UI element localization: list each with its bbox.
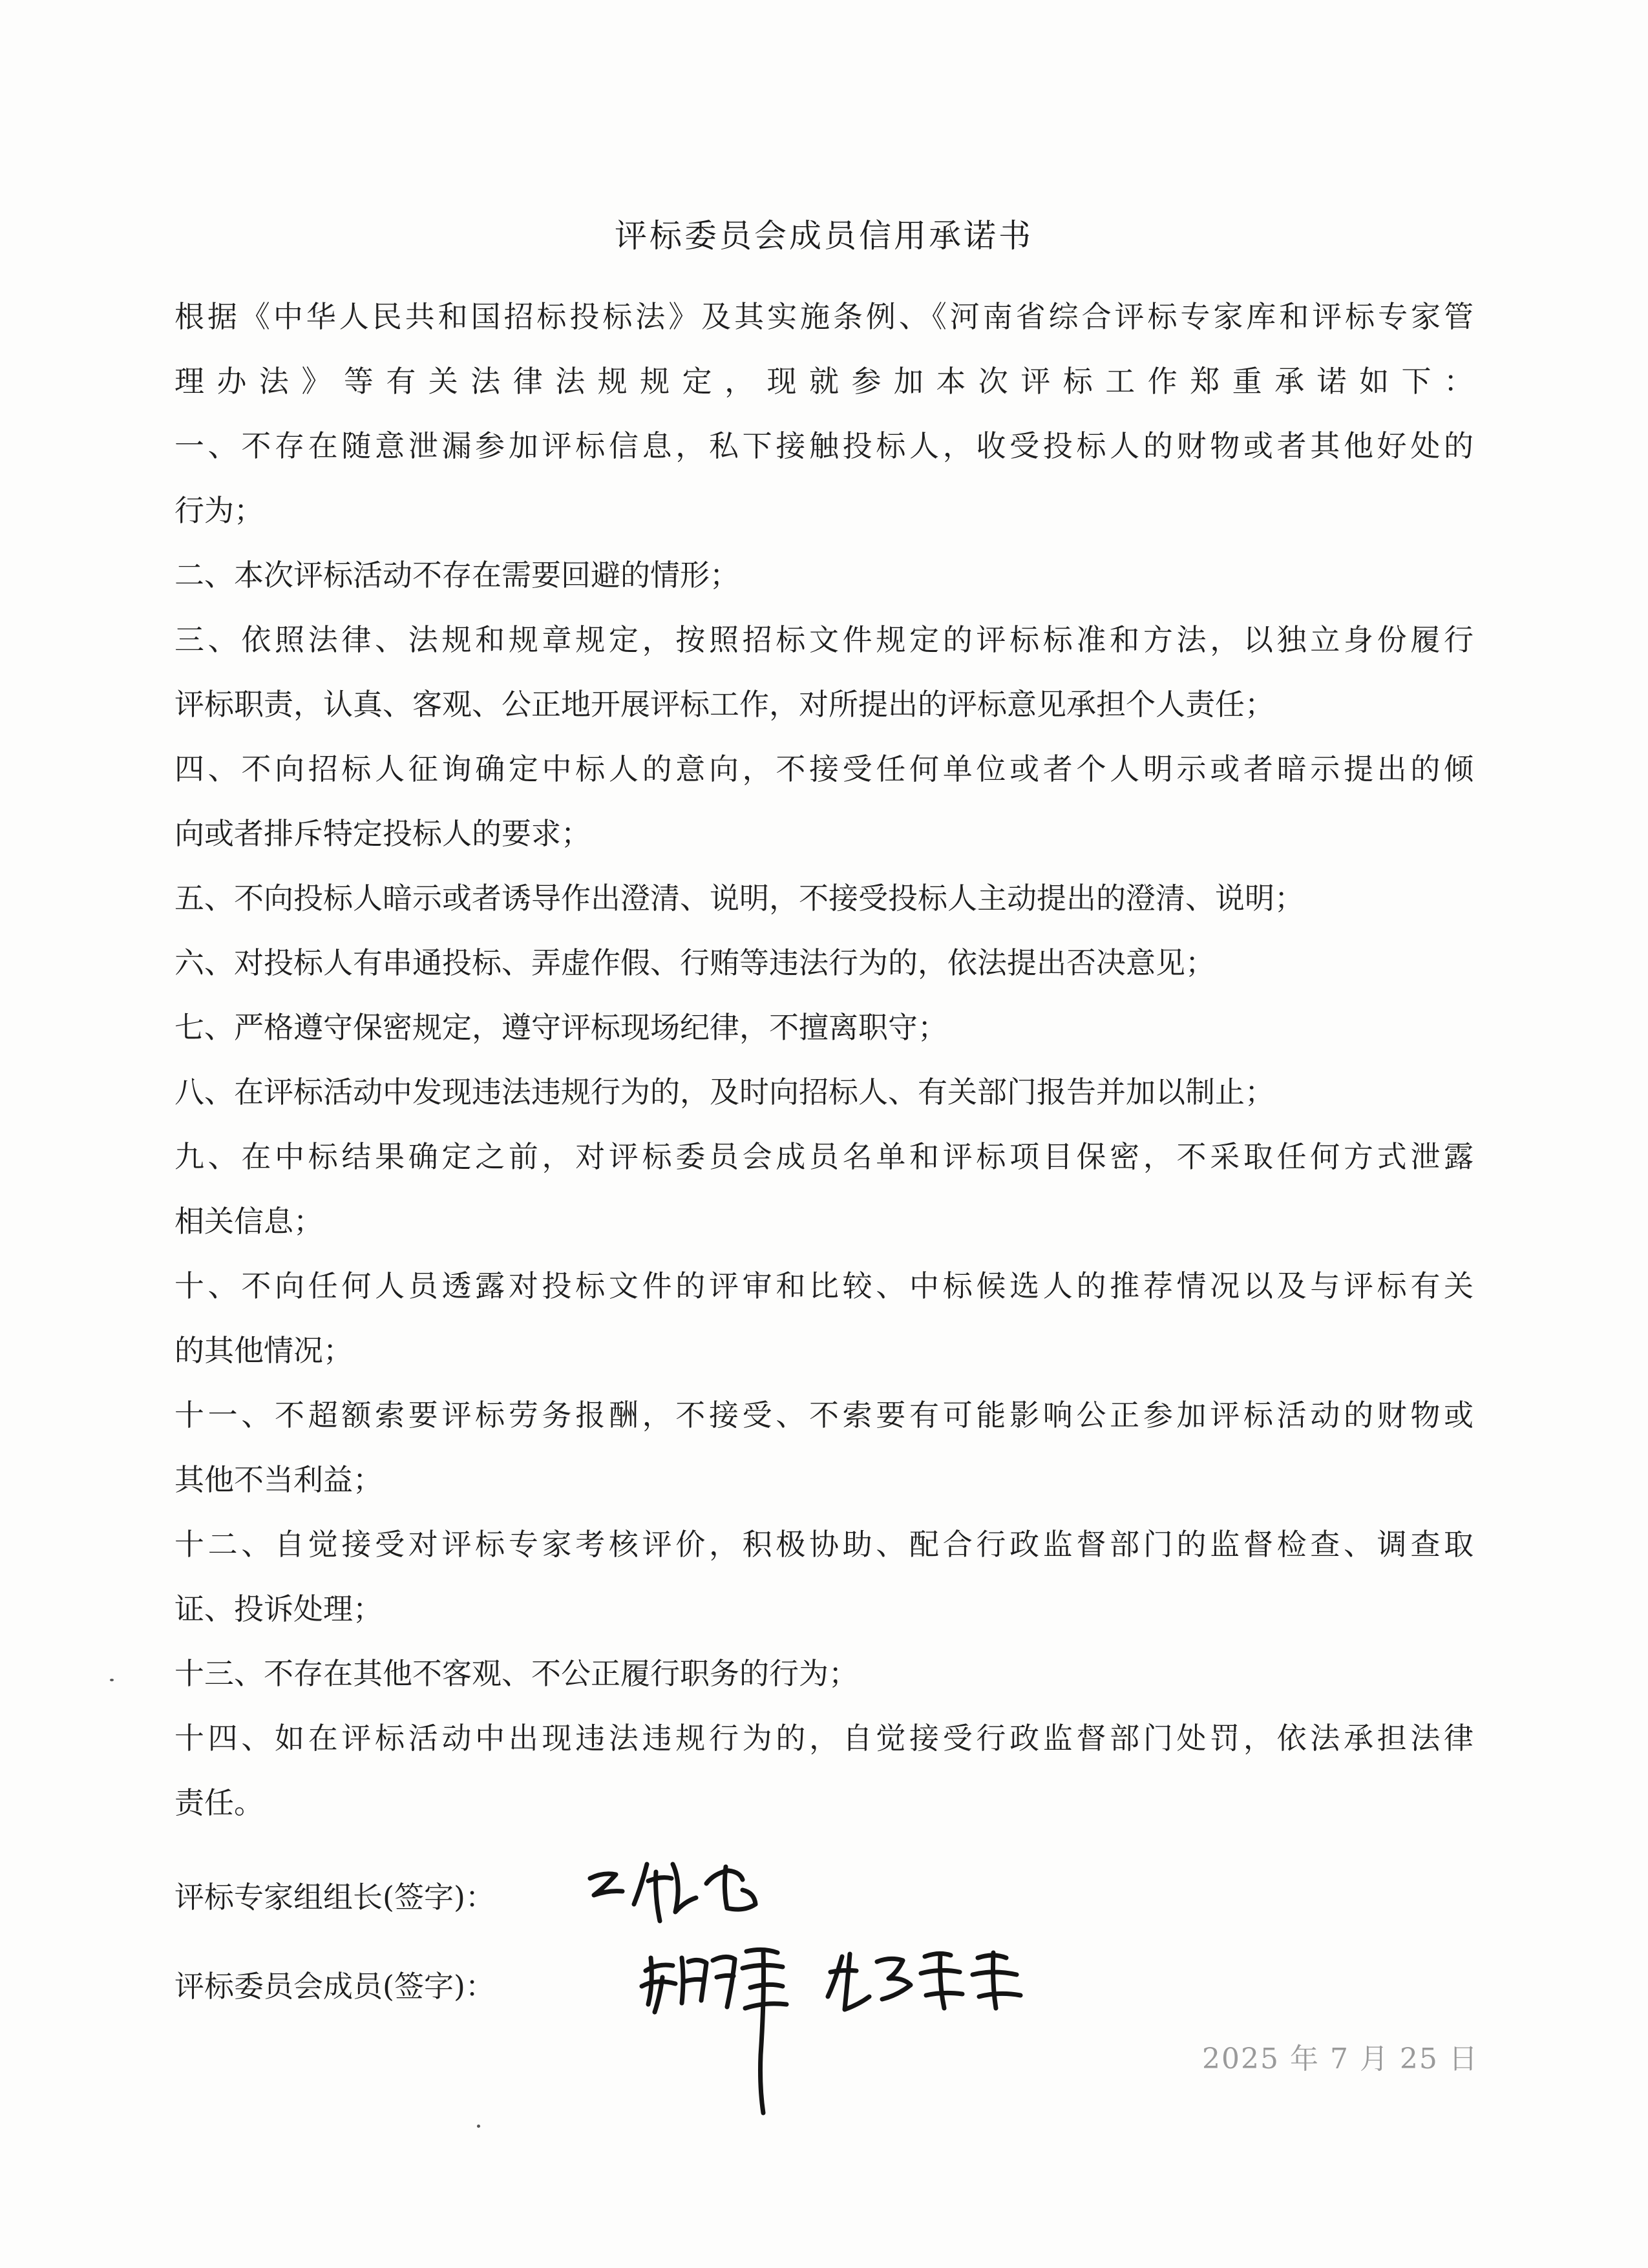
body-line: 根据《中华人民共和国招标投标法》及其实施条例、《河南省综合评标专家库和评标专家管: [174, 299, 1474, 334]
body-line: 十二、自觉接受对评标专家考核评价，积极协助、配合行政监督部门的监督检查、调查取: [174, 1527, 1474, 1562]
scan-speck: [110, 1679, 114, 1681]
body-line: 十三、不存在其他不客观、不公正履行职务的行为；: [174, 1656, 858, 1691]
body-line: 相关信息；: [174, 1204, 323, 1239]
leader-signature-image: [585, 1845, 805, 1929]
body-line: 六、对投标人有串通投标、弄虚作假、行贿等违法行为的，依法提出否决意见；: [174, 945, 1215, 980]
member-signatures-image: [637, 1932, 1050, 2119]
scan-speck: [477, 2125, 480, 2128]
body-line: 八、在评标活动中发现违法违规行为的，及时向招标人、有关部门报告并加以制止；: [174, 1075, 1274, 1109]
body-line: 其他不当利益；: [174, 1462, 383, 1497]
body-line: 四、不向招标人征询确定中标人的意向，不接受任何单位或者个人明示或者暗示提出的倾: [174, 751, 1474, 786]
body-line: 评标职责，认真、客观、公正地开展评标工作，对所提出的评标意见承担个人责任；: [174, 687, 1274, 722]
body-line: 九、在中标结果确定之前，对评标委员会成员名单和评标项目保密，不采取任何方式泄露: [174, 1139, 1474, 1174]
body-line: 十四、如在评标活动中出现违法违规行为的，自觉接受行政监督部门处罚，依法承担法律: [174, 1721, 1474, 1756]
body-line: 的其他情况；: [174, 1333, 353, 1368]
body-line: 向或者排斥特定投标人的要求；: [174, 816, 591, 851]
body-line: 二、本次评标活动不存在需要回避的情形；: [174, 558, 739, 593]
document-body: [174, 284, 1474, 1835]
leader-signature-label: 评标专家组组长(签字)：: [174, 1880, 495, 1915]
body-line: 七、严格遵守保密规定，遵守评标现场纪律，不擅离职守；: [174, 1010, 947, 1045]
body-line: 责任。: [174, 1785, 264, 1820]
body-line: 证、投诉处理；: [174, 1591, 383, 1626]
body-line: 理办法》等有关法律法规规定，现就参加本次评标工作郑重承诺如下：: [174, 364, 1474, 399]
body-line: 五、不向投标人暗示或者诱导作出澄清、说明，不接受投标人主动提出的澄清、说明；: [174, 881, 1304, 916]
body-line: 十、不向任何人员透露对投标文件的评审和比较、中标候选人的推荐情况以及与评标有关: [174, 1268, 1474, 1303]
body-line: 一、不存在随意泄漏参加评标信息，私下接触投标人，收受投标人的财物或者其他好处的: [174, 428, 1474, 463]
signing-date: 2025 年 7 月 25 日: [1202, 2042, 1479, 2075]
body-line: 三、依照法律、法规和规章规定，按照招标文件规定的评标标准和方法，以独立身份履行: [174, 622, 1474, 657]
body-line: 行为；: [174, 493, 264, 528]
document-title: 评标委员会成员信用承诺书: [615, 217, 1033, 255]
body-line: 十一、不超额索要评标劳务报酬，不接受、不索要有可能影响公正参加评标活动的财物或: [174, 1398, 1474, 1433]
member-signature-label: 评标委员会成员(签字)：: [174, 1969, 495, 2004]
